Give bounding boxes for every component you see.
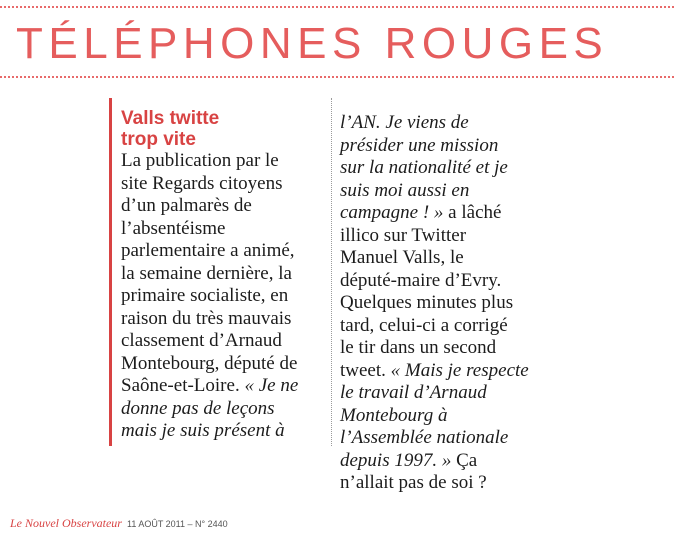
article-text-line: le tir dans un second — [340, 337, 497, 358]
article-body-right — [340, 112, 536, 495]
article-text-line: donne pas de leçons — [121, 397, 275, 419]
article-text-line: l’absentéisme — [121, 217, 226, 239]
quoted-text: campagne ! » — [340, 202, 444, 223]
article-text-line: Quelques minutes plus — [340, 292, 514, 313]
article-text-line: l’Assemblée nationale — [340, 427, 509, 448]
body-text: Ça — [451, 449, 478, 471]
article-text-line: Montebourg, député de — [121, 352, 298, 374]
article-text-line — [340, 450, 536, 473]
headline-line: trop vite — [121, 129, 196, 150]
section-rubric-title: TÉLÉPHONES ROUGES — [16, 19, 609, 68]
article-text-line: Manuel Valls, le — [340, 247, 464, 268]
quoted-text: depuis 1997. » — [340, 449, 452, 471]
article-text-line: mais je suis présent à — [121, 420, 285, 441]
page-footer — [10, 516, 228, 531]
article-text-line: raison du très mauvais — [121, 307, 292, 329]
article-text-line: n’allait pas de soi ? — [340, 472, 487, 493]
article-text-line — [340, 360, 536, 383]
top-dotted-rule — [0, 6, 674, 8]
column-divider — [331, 98, 332, 446]
article-text-line: présider une mission — [340, 134, 499, 156]
article-text-line: classement d’Arnaud — [121, 330, 282, 351]
article-text-line: La publication par le — [121, 150, 279, 171]
body-text: a lâché — [443, 202, 502, 223]
article-text-line — [340, 202, 536, 225]
article-body-left — [121, 150, 326, 443]
headline-line: Valls twitte — [121, 108, 220, 129]
rubric-dotted-rule — [0, 76, 674, 78]
article-text-line: illico sur Twitter — [340, 224, 467, 246]
issue-info: 11 AOÛT 2011 – N° 2440 — [126, 519, 228, 529]
article-text-line: le travail d’Arnaud — [340, 382, 487, 403]
article-accent-bar — [109, 98, 112, 446]
article-text-line: parlementaire a animé, — [121, 240, 295, 261]
body-text: tweet. — [340, 359, 391, 381]
article-text-line: Montebourg à — [340, 404, 448, 426]
quoted-text: « Je ne — [244, 375, 299, 396]
article-text-line: député-maire d’Evry. — [340, 269, 502, 291]
article-headline — [121, 108, 326, 150]
article-text-line: la semaine dernière, la — [121, 262, 292, 284]
article-text-line: site Regards citoyens — [121, 172, 283, 194]
quoted-text: « Mais je respecte — [390, 359, 529, 381]
article-text-line: suis moi aussi en — [340, 179, 470, 201]
article-left-column — [121, 108, 326, 443]
article-text-line: l’AN. Je viens de — [340, 112, 469, 133]
magazine-name: Le Nouvel Observateur — [10, 516, 122, 530]
body-text: Saône-et-Loire. — [121, 375, 245, 396]
article-right-column — [340, 112, 536, 495]
article-text-line: sur la nationalité et je — [340, 157, 508, 178]
article-text-line: d’un palmarès de — [121, 195, 252, 216]
article-text-line: tard, celui-ci a corrigé — [340, 314, 508, 336]
article-text-line — [121, 375, 326, 398]
article-text-line: primaire socialiste, en — [121, 285, 289, 306]
